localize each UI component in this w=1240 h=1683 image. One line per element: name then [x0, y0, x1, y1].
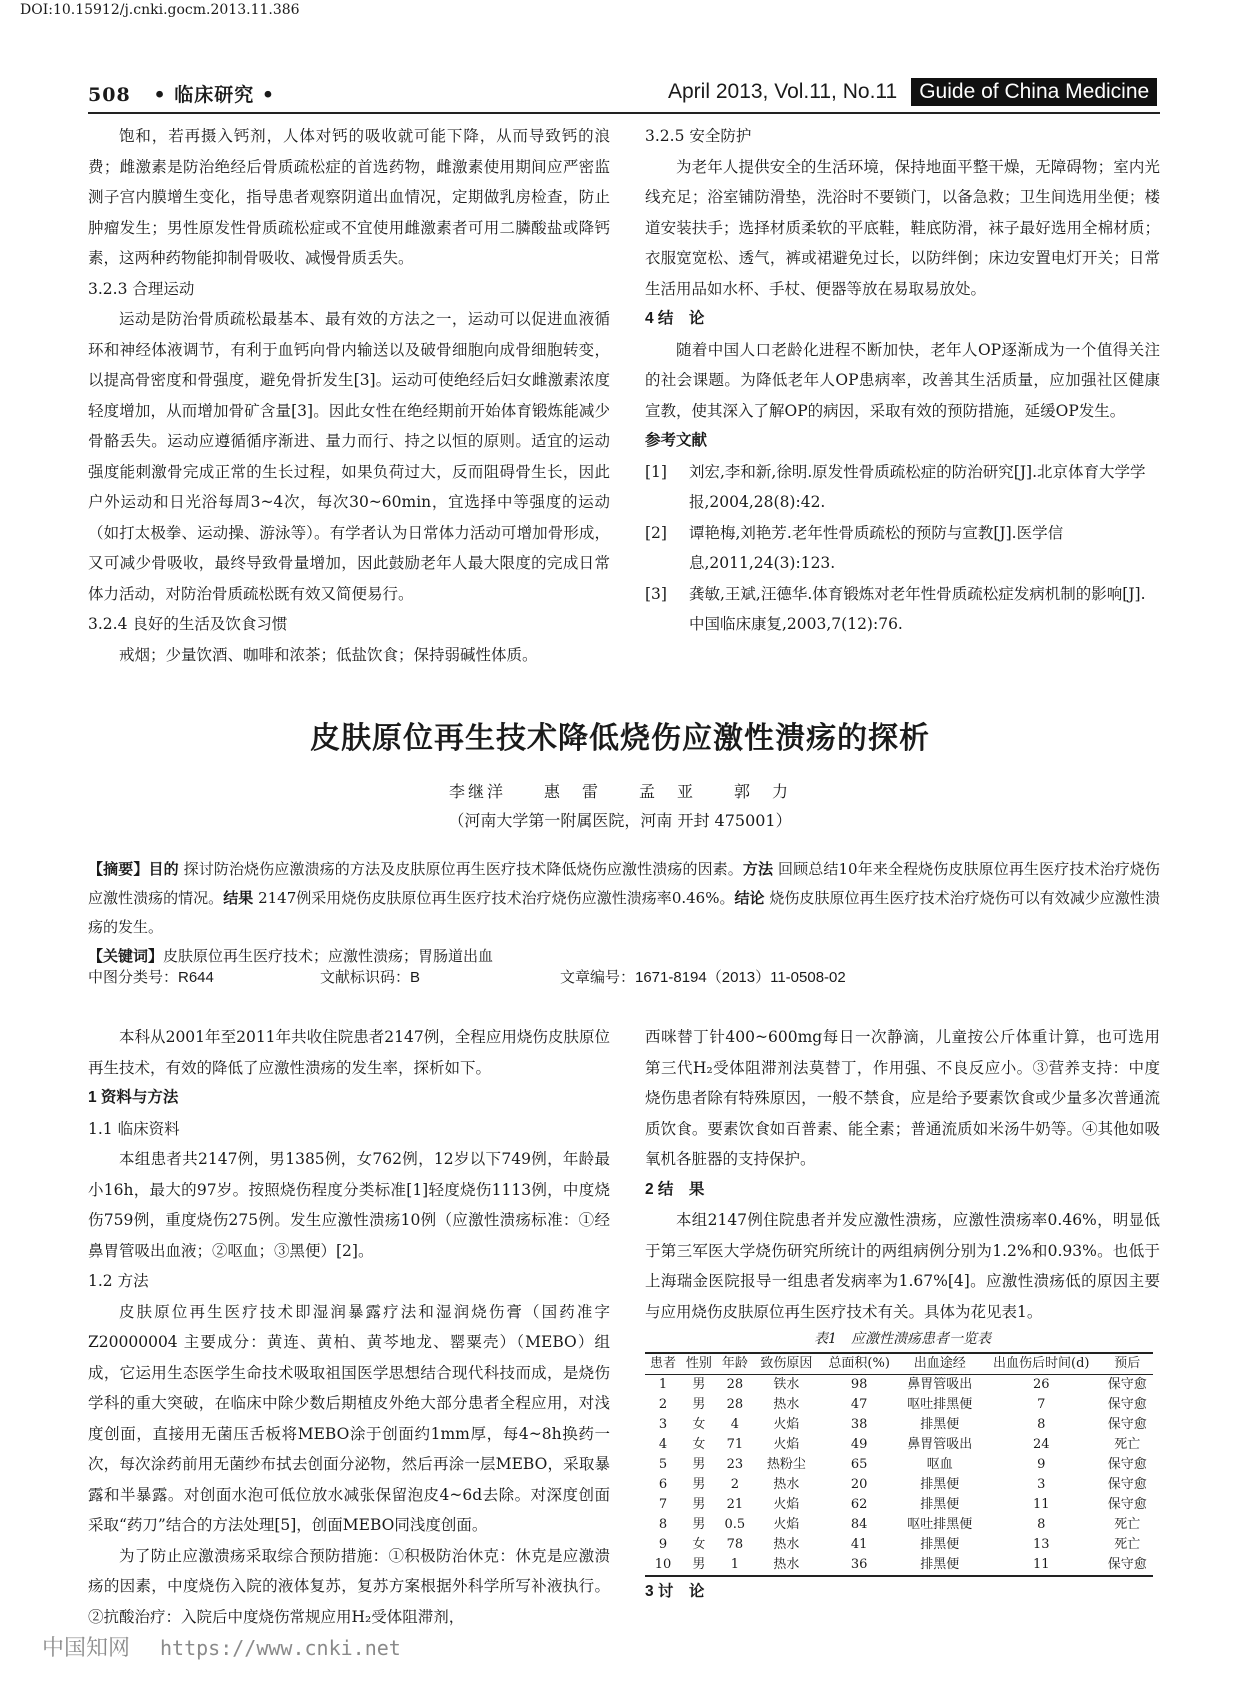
reference-text: 谭艳梅,刘艳芳.老年性骨质疏松的预防与宣教[J].医学信息,2011,24(3):123.: [689, 523, 1064, 572]
paragraph: 本科从2001年至2011年共收住院患者2147例，全程应用烧伤皮肤原位再生技术，有效的降低了应激性溃疡的发生率，探析如下。: [88, 1028, 610, 1077]
table-cell: 热水: [773, 1537, 800, 1552]
clc-number: 中图分类号：R644: [88, 969, 214, 986]
document-code: 文献标识码：B: [320, 969, 421, 986]
journal-name: Guide of China Medicine: [911, 78, 1157, 106]
table-cell: 死亡: [1114, 1537, 1141, 1552]
table-cell: 3: [658, 1417, 668, 1432]
table-cell: 9: [1037, 1457, 1046, 1472]
watermark-url: https://www.cnki.net: [160, 1636, 401, 1660]
section-heading: 参考文献: [645, 432, 708, 449]
table-cell: 2: [730, 1477, 740, 1492]
table-caption: 表1 应激性溃疡患者一览表: [814, 1331, 991, 1347]
reference-number: [2]: [645, 523, 667, 542]
reference-number: [1]: [645, 462, 667, 481]
table-cell: 女: [692, 1437, 706, 1452]
table-cell: 62: [850, 1497, 868, 1512]
table-row: [645, 1455, 1153, 1475]
abstract: [88, 855, 1160, 971]
reference-item: [645, 518, 1160, 579]
abstract-label: 【摘要】: [88, 861, 149, 878]
table: [645, 1352, 1153, 1577]
table-cell: 41: [850, 1537, 868, 1552]
table-cell: 7: [1037, 1397, 1046, 1412]
abstract-result: 2147例采用烧伤皮肤原位再生医疗技术治疗烧伤应激性溃疡率0.46%。: [258, 889, 735, 907]
discussion-heading: 3 讨 论: [645, 1583, 705, 1600]
table-cell: 热粉尘: [766, 1457, 806, 1472]
section-heading: 2 结 果: [645, 1180, 705, 1198]
table-row: [645, 1435, 1153, 1455]
table-header-cell: 性别: [685, 1356, 712, 1371]
table-cell: 男: [692, 1457, 706, 1472]
table-cell: 女: [692, 1417, 706, 1432]
table-cell: 男: [692, 1397, 706, 1412]
table-cell: 8: [658, 1517, 668, 1532]
table-cell: 26: [1032, 1377, 1050, 1392]
table-cell: 8: [1037, 1517, 1046, 1532]
page-number: 508: [88, 84, 131, 106]
table-cell: 火焰: [773, 1417, 800, 1432]
paragraph: 皮肤原位再生医疗技术即湿润暴露疗法和湿润烧伤膏（国药准字Z20000004 主要成分：黄连、黄柏、黄芩地龙、罂粟壳）（MEBO）组成，它运用生态医学生命技术吸取祖国医学思想结合现代科技而成，是烧伤学科的重大突破，在临床中除少数后期植皮外绝大部分患者全程应用，对浅度创面，直接用无菌压舌板将MEBO涂于创面约1mm厚，每4~8h换药一次，每次涂药前用无菌纱布拭去创面分泌物，然后再涂一层MEBO，采取暴露和半暴露。对创面水泡可低位放水减张保留泡皮4~6d去除。对深度创面采取“药刀”结合的方法处理[5]，创面MEBO同浅度创面。: [88, 1302, 610, 1534]
paragraph: 随着中国人口老龄化进程不断加快，老年人OP逐渐成为一个值得关注的社会课题。为降低老年人OP患病率，改善其生活质量，应加强社区健康宣教，使其深入了解OP的病因，采取有效的预防措施，延缓OP发生。: [645, 340, 1160, 420]
table-cell: 死亡: [1114, 1517, 1141, 1532]
table-cell: 84: [850, 1517, 868, 1532]
table-cell: 排黑便: [920, 1537, 960, 1552]
table-cell: 保守愈: [1107, 1397, 1147, 1412]
table-cell: 鼻胃管吸出: [907, 1377, 973, 1392]
table-cell: 火焰: [773, 1437, 800, 1452]
table-header-cell: 预后: [1114, 1356, 1141, 1371]
table-cell: 热水: [773, 1397, 800, 1412]
table-cell: 98: [850, 1377, 868, 1392]
cnki-watermark: [42, 1631, 401, 1662]
paragraph: 运动是防治骨质疏松最基本、最有效的方法之一，运动可以促进血液循环和神经体液调节，有利于血钙向骨内输送以及破骨细胞向成骨细胞转变，以提高骨密度和骨强度，避免骨折发生[3]。运动可使绝经后妇女雌激素浓度轻度增加，从而增加骨矿含量[3]。因此女性在绝经期前开始体育锻炼能减少骨骼丢失。运动应遵循循序渐进、量力而行、持之以恒的原则。适宜的运动强度能刺激骨完成正常的生长过程，如果负荷过大，反而阻碍骨生长，因此户外运动和日光浴每周3~4次，每次30~60min，宜选择中等强度的运动（如打太极拳、运动操、游泳等）。有学者认为日常体力活动可增加骨形成，又可减少骨吸收，最终导致骨量增加，因此鼓励老年人最大限度的完成日常体力活动，对防治骨质疏松既有效又简便易行。: [88, 310, 610, 603]
table-row: [645, 1555, 1153, 1576]
table-cell: 7: [658, 1497, 668, 1512]
table-cell: 排黑便: [920, 1477, 960, 1492]
result-label: 结果: [223, 890, 254, 907]
keywords: 皮肤原位再生医疗技术；应激性溃疡；胃肠道出血: [163, 947, 494, 965]
table-header-cell: 出血伤后时间(d): [993, 1356, 1090, 1371]
table-cell: 47: [850, 1397, 868, 1412]
table-cell: 保守愈: [1107, 1457, 1147, 1472]
journal-header: [668, 78, 1157, 106]
table-header-row: [645, 1353, 1153, 1375]
table-cell: 保守愈: [1107, 1417, 1147, 1432]
table-cell: 3: [1037, 1477, 1046, 1492]
table-row: [645, 1415, 1153, 1435]
table-cell: 保守愈: [1107, 1557, 1147, 1572]
table-cell: 11: [1032, 1497, 1050, 1512]
table-row: [645, 1495, 1153, 1515]
table-cell: 排黑便: [920, 1497, 960, 1512]
subsection-heading: 3.2.3 合理运动: [88, 279, 195, 298]
header-rule: [88, 112, 1160, 114]
table-cell: 28: [726, 1397, 744, 1412]
table-cell: 10: [654, 1557, 672, 1572]
table-cell: 78: [726, 1537, 744, 1552]
table-header-cell: 年龄: [721, 1356, 748, 1371]
table-cell: 鼻胃管吸出: [907, 1437, 973, 1452]
prev-article-right-column: [645, 121, 1160, 640]
table-cell: 5: [658, 1457, 668, 1472]
authors: 李继洋 惠 雷 孟 亚 郭 力: [448, 782, 791, 801]
paragraph: 戒烟；少量饮酒、咖啡和浓茶；低盐饮食；保持弱碱性体质。: [119, 645, 538, 664]
table-cell: 28: [726, 1377, 744, 1392]
table-row: [645, 1375, 1153, 1396]
table-row: [645, 1475, 1153, 1495]
reference-number: [3]: [645, 584, 667, 603]
table-cell: 0.5: [724, 1517, 746, 1532]
table-cell: 36: [850, 1557, 868, 1572]
affiliation: （河南大学第一附属医院，河南 开封 475001）: [448, 811, 792, 830]
abstract-conclusion: 烧伤皮肤原位再生医疗技术治疗烧伤可以有效减少应激性溃疡的发生。: [88, 889, 1160, 936]
table-cell: 9: [658, 1537, 668, 1552]
subsection-heading: 3.2.4 良好的生活及饮食习惯: [88, 615, 288, 633]
table-row: [645, 1515, 1153, 1535]
table-cell: 男: [692, 1377, 706, 1392]
section-label: • 临床研究 •: [153, 84, 276, 106]
abstract-purpose: 探讨防治烧伤应激溃疡的方法及皮肤原位再生医疗技术降低烧伤应激性溃疡的因素。: [183, 860, 743, 878]
table-cell: 火焰: [773, 1517, 800, 1532]
table-cell: 1: [658, 1377, 668, 1392]
table-cell: 保守愈: [1107, 1377, 1147, 1392]
table-cell: 38: [850, 1417, 868, 1432]
reference-item: [645, 579, 1160, 640]
table-header-cell: 患者: [649, 1356, 676, 1371]
table-cell: 6: [658, 1477, 668, 1492]
issue-info: April 2013, Vol.11, No.11: [668, 80, 898, 103]
table-row: [645, 1535, 1153, 1555]
running-header: [88, 80, 275, 107]
section-discussion-heading: [645, 1576, 704, 1608]
table-cell: 火焰: [773, 1497, 800, 1512]
table-cell: 男: [692, 1517, 706, 1532]
purpose-label: 目的: [148, 861, 179, 878]
paragraph: 饱和，若再摄入钙剂，人体对钙的吸收就可能下降，从而导致钙的浪费；雌激素是防治绝经后骨质疏松症的首选药物，雌激素使用期间应严密监测子宫内膜增生变化，指导患者观察阴道出血情况，定期做乳房检查，防止肿瘤发生；男性原发性骨质疏松症或不宜使用雌激素者可用二膦酸盐或降钙素，这两种药物能抑制骨吸收、减慢骨质丢失。: [88, 127, 610, 267]
subsection-heading: 3.2.5 安全防护: [645, 127, 752, 145]
table-cell: 4: [730, 1417, 740, 1432]
table-cell: 铁水: [773, 1377, 800, 1392]
article-title: 皮肤原位再生技术降低烧伤应激性溃疡的探析: [310, 721, 930, 756]
table-cell: 排黑便: [920, 1557, 960, 1572]
table-cell: 4: [658, 1437, 668, 1452]
article-body-left-column: [88, 1022, 610, 1632]
table-cell: 热水: [773, 1477, 800, 1492]
table-cell: 呕血: [926, 1457, 953, 1472]
paragraph: 本组患者共2147例，男1385例，女762例，12岁以下749例，年龄最小16h，最大的97岁。按照烧伤程度分类标准[1]轻度烧伤1113例，中度烧伤759例，重度烧伤275例。发生应激性溃疡10例（应激性溃疡标准：①经鼻胃管吸出血液；②呕血；③黑便）[2]。: [88, 1150, 610, 1260]
table-header-cell: 出血途经: [913, 1356, 966, 1371]
table-header-cell: 致伤原因: [760, 1356, 813, 1371]
article-body-right-column: [645, 1022, 1160, 1327]
table-cell: 49: [850, 1437, 868, 1452]
doi: DOI:10.15912/j.cnki.gocm.2013.11.386: [20, 2, 300, 18]
table-cell: 8: [1037, 1417, 1046, 1432]
paragraph: 为老年人提供安全的生活环境，保持地面平整干燥，无障碍物；室内光线充足；浴室铺防滑垫，洗浴时不要锁门，以备急救；卫生间选用坐便；楼道安装扶手；选择材质柔软的平底鞋，鞋底防滑，袜子最好选用全棉材质；衣服宽宽松、透气，裤或裙避免过长，以防绊倒；床边安置电灯开关；日常生活用品如水杯、手杖、便器等放在易取易放处。: [645, 157, 1160, 298]
article-number: 文章编号：1671-8194（2013）11-0508-02: [560, 969, 846, 986]
table-cell: 21: [726, 1497, 744, 1512]
reference-item: [645, 457, 1160, 518]
table-cell: 呕吐排黑便: [907, 1397, 973, 1412]
table-cell: 热水: [773, 1557, 800, 1572]
table-cell: 13: [1032, 1537, 1050, 1552]
section-heading: 4 结 论: [645, 310, 705, 327]
abstract-method: 回顾总结10年来全程烧伤皮肤原位再生医疗技术治疗烧伤应激性溃疡的情况。: [88, 860, 1160, 907]
table-1: [645, 1328, 1160, 1577]
keywords-label: 【关键词】: [88, 948, 164, 965]
table-cell: 男: [692, 1477, 706, 1492]
table-cell: 女: [692, 1537, 706, 1552]
table-header-cell: 总面积(%): [828, 1356, 890, 1371]
table-cell: 死亡: [1114, 1437, 1141, 1452]
table-cell: 24: [1032, 1437, 1050, 1452]
table-cell: 保守愈: [1107, 1497, 1147, 1512]
table-cell: 11: [1032, 1557, 1050, 1572]
table-cell: 呕吐排黑便: [907, 1517, 973, 1532]
table-cell: 20: [850, 1477, 868, 1492]
table-cell: 23: [726, 1457, 744, 1472]
subsection-heading: 1.1 临床资料: [88, 1119, 180, 1138]
method-label: 方法: [742, 861, 774, 878]
reference-text: 刘宏,李和新,徐明.原发性骨质疏松症的防治研究[J].北京体育大学学报,2004,28(8):42.: [689, 462, 1146, 511]
watermark-brand: 中国知网: [42, 1636, 131, 1661]
paragraph: 西咪替丁针400~600mg每日一次静滴，儿童按公斤体重计算，也可选用第三代H₂受体阻滞剂法莫替丁，作用强、不良反应小。③营养支持：中度烧伤患者除有特殊原因，一般不禁食，应是给予要素饮食或少量多次普通流质饮食。要素饮食如百普素、能全素；普通流质如米汤牛奶等。④其他如吸氧机各脏器的支持保护。: [645, 1028, 1160, 1168]
table-cell: 男: [692, 1557, 706, 1572]
table-cell: 排黑便: [920, 1417, 960, 1432]
table-cell: 1: [730, 1557, 740, 1572]
table-row: [645, 1395, 1153, 1415]
table-cell: 71: [726, 1437, 744, 1452]
subsection-heading: 1.2 方法: [88, 1272, 149, 1290]
paragraph: 为了防止应激溃疡采取综合预防措施：①积极防治休克：休克是应激溃疡的因素，中度烧伤入院的液体复苏，复苏方案根据外科学所写补液执行。②抗酸治疗：入院后中度烧伤常规应用H₂受体阻滞剂，: [88, 1546, 610, 1626]
table-cell: 保守愈: [1107, 1477, 1147, 1492]
paragraph: 本组2147例住院患者并发应激性溃疡，应激性溃疡率0.46%，明显低于第三军医大学烧伤研究所统计的两组病例分别为1.2%和0.93%。也低于上海瑞金医院报导一组患者发病率为1.67%[4]。应激性溃疡低的原因主要与应用烧伤皮肤原位再生医疗技术有关。具体为花见表1。: [645, 1211, 1160, 1321]
table-cell: 2: [658, 1397, 668, 1412]
conclusion-label: 结论: [734, 890, 765, 907]
prev-article-left-column: [88, 121, 610, 670]
table-cell: 65: [850, 1457, 868, 1472]
table-cell: 男: [692, 1497, 706, 1512]
table-body: [645, 1375, 1153, 1577]
section-heading: 1 资料与方法: [88, 1089, 179, 1106]
reference-text: 龚敏,王斌,汪德华.体育锻炼对老年性骨质疏松症发病机制的影响[J].中国临床康复,2003,7(12):76.: [689, 584, 1146, 633]
